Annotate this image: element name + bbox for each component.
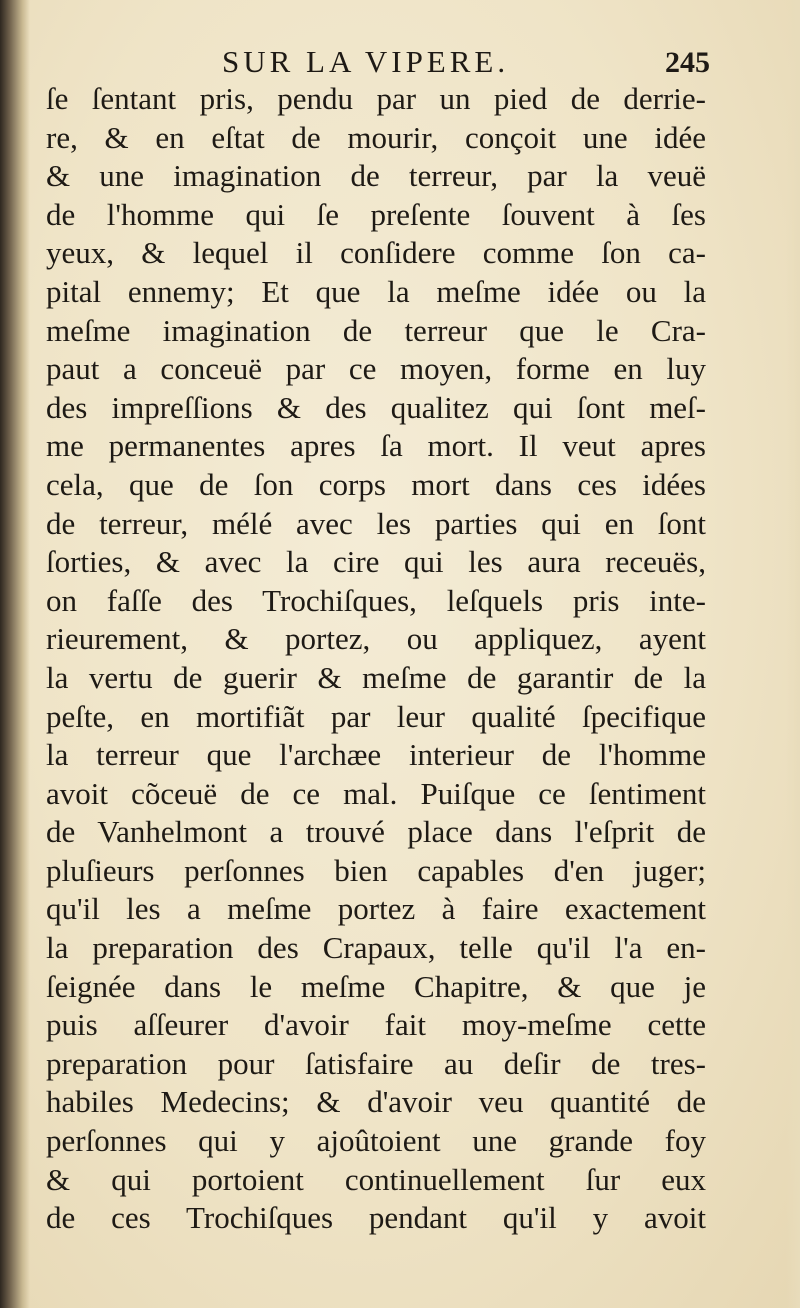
text-line: perſonnes qui y ajoûtoient une grande foy	[46, 1123, 706, 1159]
text-line: de l'homme qui ſe preſente ſouvent à ſes	[46, 196, 706, 232]
text-line: meſme imagination de terreur que le Cra-	[46, 312, 706, 348]
text-line: rieurement, & portez, ou appliquez, ayent	[46, 621, 706, 657]
text-line: ſe ſentant pris, pendu par un pied de derrie-	[46, 81, 706, 116]
text-line: yeux, & lequel il conſidere comme ſon ca-	[46, 235, 706, 271]
page-edge	[786, 0, 800, 1308]
text-line: & qui portoient continuellement ſur eux	[46, 1161, 706, 1197]
running-head-title: SUR LA VIPERE.	[222, 44, 510, 79]
body-text	[46, 80, 706, 1238]
text-line: puis aſſeurer d'avoir fait moy-meſme cette	[46, 1007, 706, 1043]
text-line: me permanentes apres ſa mort. Il veut apres	[46, 428, 706, 464]
text-line: la vertu de guerir & meſme de garantir de la	[46, 659, 706, 695]
text-line: de Vanhelmont a trouvé place dans l'eſprit de	[46, 814, 706, 850]
text-line: cela, que de ſon corps mort dans ces idées	[46, 466, 706, 502]
page-number: 245	[665, 46, 710, 79]
text-line: qu'il les a meſme portez à faire exactement	[46, 891, 706, 927]
text-line: & une imagination de terreur, par la veuë	[46, 158, 706, 194]
text-line: pluſieurs perſonnes bien capables d'en juger;	[46, 852, 706, 888]
text-line: on faſſe des Trochiſques, leſquels pris inte-	[46, 582, 706, 618]
text-line: de terreur, mélé avec les parties qui en ſont	[46, 505, 706, 541]
text-line: des impreſſions & des qualitez qui ſont meſ-	[46, 389, 706, 425]
text-line: re, & en eſtat de mourir, conçoit une idée	[46, 119, 706, 155]
text-line: habiles Medecins; & d'avoir veu quantité de	[46, 1084, 706, 1120]
binding-gutter	[0, 0, 30, 1308]
text-line: ſorties, & avec la cire qui les aura receuës,	[46, 544, 706, 580]
text-line: avoit cõceuë de ce mal. Puiſque ce ſentiment	[46, 775, 706, 811]
text-line: la terreur que l'archæe interieur de l'homme	[46, 737, 706, 773]
text-line: ſeignée dans le meſme Chapitre, & que je	[46, 968, 706, 1004]
text-line: peſte, en mortifiãt par leur qualité ſpecifique	[46, 698, 706, 734]
text-line: de ces Trochiſques pendant qu'il y avoit	[46, 1200, 706, 1236]
text-line: preparation pour ſatisfaire au deſir de tres-	[46, 1045, 706, 1081]
text-line: pital ennemy; Et que la meſme idée ou la	[46, 273, 706, 309]
text-line: la preparation des Crapaux, telle qu'il l'a en-	[46, 930, 706, 966]
text-line: paut a conceuë par ce moyen, forme en luy	[46, 351, 706, 387]
